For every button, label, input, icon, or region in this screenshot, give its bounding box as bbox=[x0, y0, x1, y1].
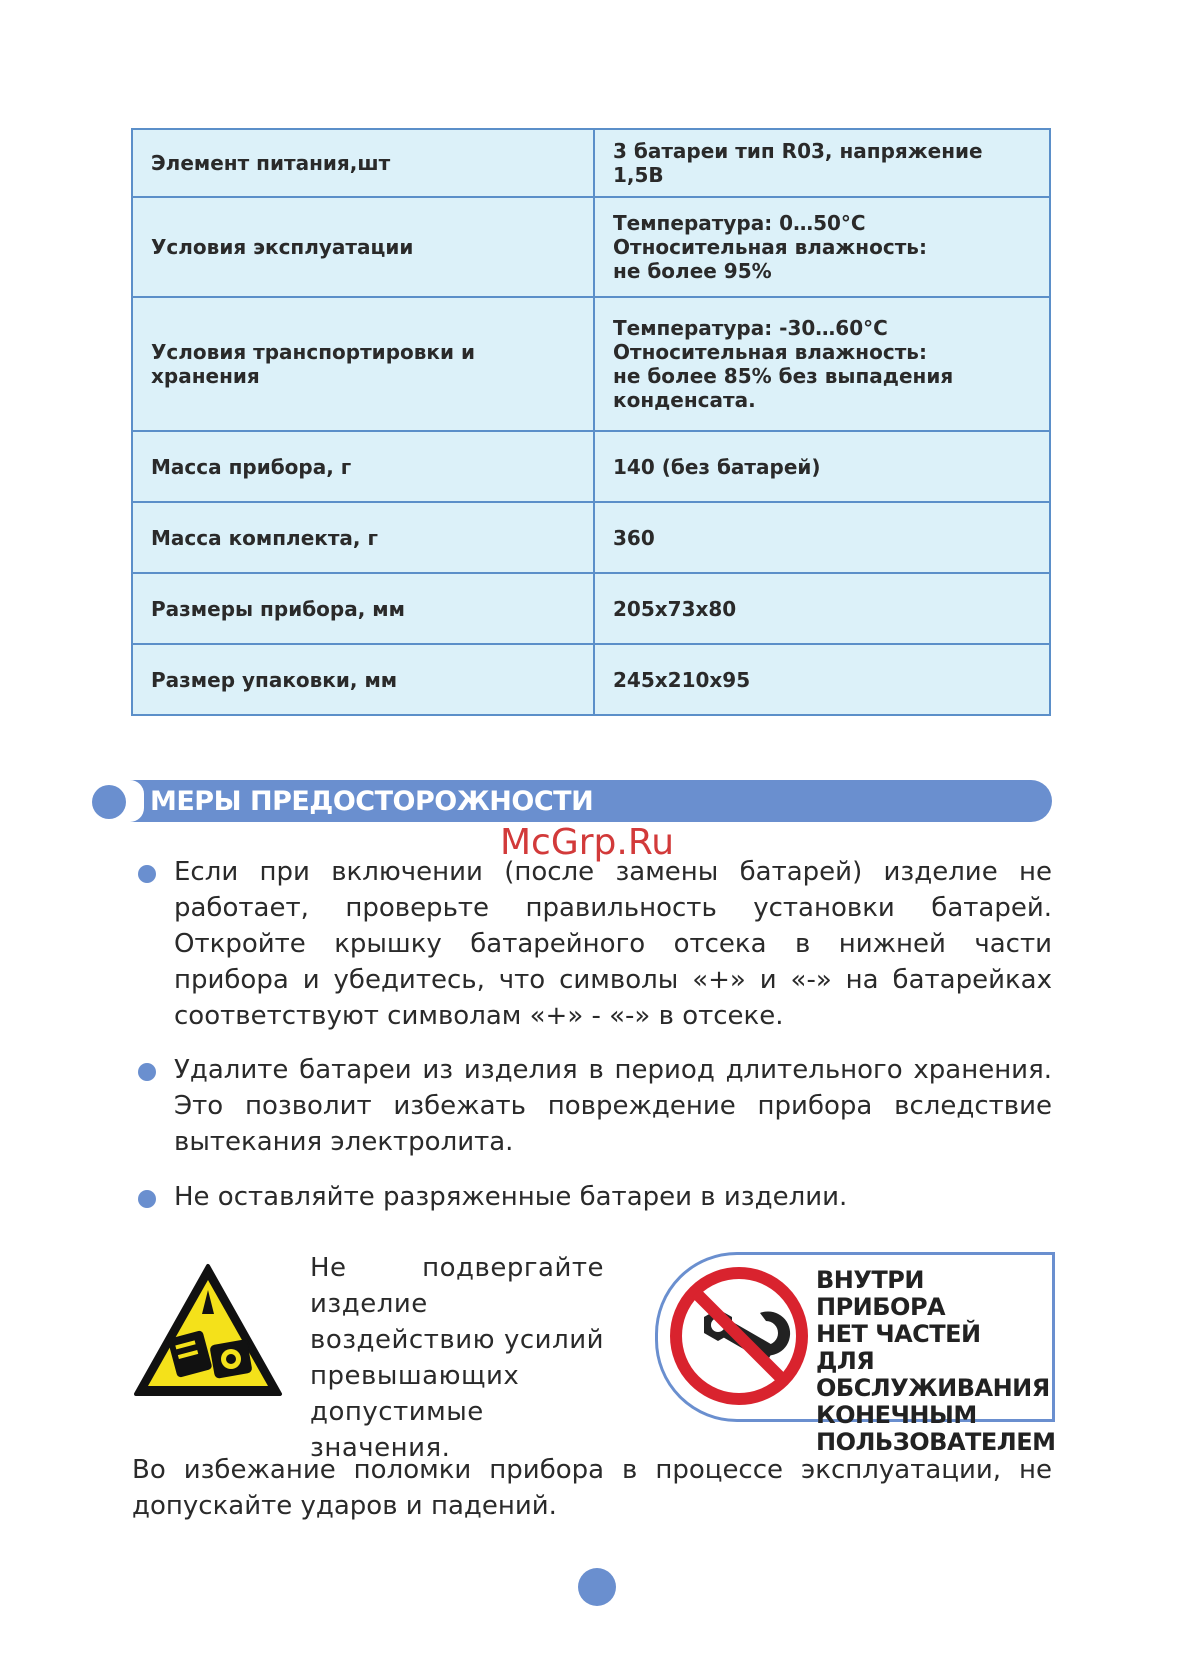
bullet-dot bbox=[138, 1063, 156, 1081]
sign-line: ВНУТРИ ПРИБОРА bbox=[816, 1266, 946, 1321]
spec-value-line: 360 bbox=[613, 525, 655, 550]
spec-value-line: Температура: 0…50°С bbox=[613, 211, 866, 235]
bullet-text: Удалите батареи из изделия в период длительного хранения. Это позволит избежать повреждение прибора вследствие вытекания электролита. bbox=[174, 1055, 1052, 1157]
spec-value-line: Относительная влажность: bbox=[613, 235, 927, 259]
spec-value bbox=[594, 502, 1050, 573]
spec-label: Масса прибора, г bbox=[132, 431, 594, 502]
section-bullet-dot bbox=[92, 785, 126, 819]
spec-value-line: Температура: -30…60°С bbox=[613, 316, 888, 340]
bullet-dot bbox=[138, 865, 156, 883]
spec-row bbox=[132, 129, 1050, 197]
spec-label: Условия транспортировки и хранения bbox=[132, 297, 594, 431]
spec-label: Размер упаковки, мм bbox=[132, 644, 594, 715]
spec-label: Масса комплекта, г bbox=[132, 502, 594, 573]
spec-value-line: 140 (без батарей) bbox=[613, 454, 821, 479]
spec-row bbox=[132, 502, 1050, 573]
spec-value-line: не более 85% без выпадения bbox=[613, 364, 954, 388]
no-wrench-icon bbox=[668, 1265, 810, 1407]
spec-value-line: конденсата. bbox=[613, 388, 756, 412]
no-service-sign bbox=[655, 1252, 1056, 1456]
bullet-text: Если при включении (после замены батарей) изделие не работает, проверьте правильность установки батарей. Откройте крышку батарейного отсека в нижней части прибора и убедитесь, что символы «+» и «-» на батарейках соответствуют символам «+» - «-» в отсеке. bbox=[174, 857, 1052, 1031]
bullet-dot bbox=[138, 1190, 156, 1208]
spec-row bbox=[132, 644, 1050, 715]
spec-label: Условия эксплуатации bbox=[132, 197, 594, 297]
bullet-text: Не оставляйте разряженные батареи в изделии. bbox=[174, 1182, 848, 1212]
sign-line: КОНЕЧНЫМ bbox=[816, 1401, 977, 1429]
watermark: McGrp.Ru bbox=[500, 822, 675, 863]
spec-row bbox=[132, 431, 1050, 502]
section-header bbox=[92, 780, 1052, 824]
spec-value bbox=[594, 644, 1050, 715]
spec-row bbox=[132, 297, 1050, 431]
list-item bbox=[138, 1052, 1052, 1160]
list-item bbox=[138, 854, 1052, 1034]
sign-line: ПОЛЬЗОВАТЕЛЕМ bbox=[816, 1428, 1056, 1456]
spec-value-line: не более 95% bbox=[613, 259, 772, 283]
page-number-dot bbox=[578, 1568, 616, 1606]
spec-value-line: 205x73x80 bbox=[613, 596, 737, 621]
spec-value bbox=[594, 197, 1050, 297]
list-item bbox=[138, 1179, 1052, 1215]
spec-row bbox=[132, 197, 1050, 297]
section-title: МЕРЫ ПРЕДОСТОРОЖНОСТИ bbox=[150, 786, 594, 817]
final-paragraph: Во избежание поломки прибора в процессе эксплуатации, не допускайте ударов и падений. bbox=[132, 1455, 1052, 1521]
spec-value-line: 3 батареи тип R03, напряжение 1,5В bbox=[613, 139, 983, 187]
spec-row bbox=[132, 573, 1050, 644]
spec-value-line: 245x210x95 bbox=[613, 667, 751, 692]
spec-value-line: Относительная влажность: bbox=[613, 340, 927, 364]
sign-line: НЕТ ЧАСТЕЙ ДЛЯ bbox=[816, 1320, 981, 1375]
spec-value bbox=[594, 573, 1050, 644]
spec-table bbox=[131, 128, 1051, 716]
spec-label: Размеры прибора, мм bbox=[132, 573, 594, 644]
warning-text: Не подвергайте изделие воздействию усилий превышающих допустимые значения. bbox=[310, 1253, 604, 1463]
spec-value bbox=[594, 129, 1050, 197]
sign-text bbox=[816, 1266, 1056, 1456]
spec-label: Элемент питания,шт bbox=[132, 129, 594, 197]
spec-value bbox=[594, 297, 1050, 431]
spec-value bbox=[594, 431, 1050, 502]
crush-warning-icon bbox=[132, 1262, 284, 1398]
sign-line: ОБСЛУЖИВАНИЯ bbox=[816, 1374, 1050, 1402]
